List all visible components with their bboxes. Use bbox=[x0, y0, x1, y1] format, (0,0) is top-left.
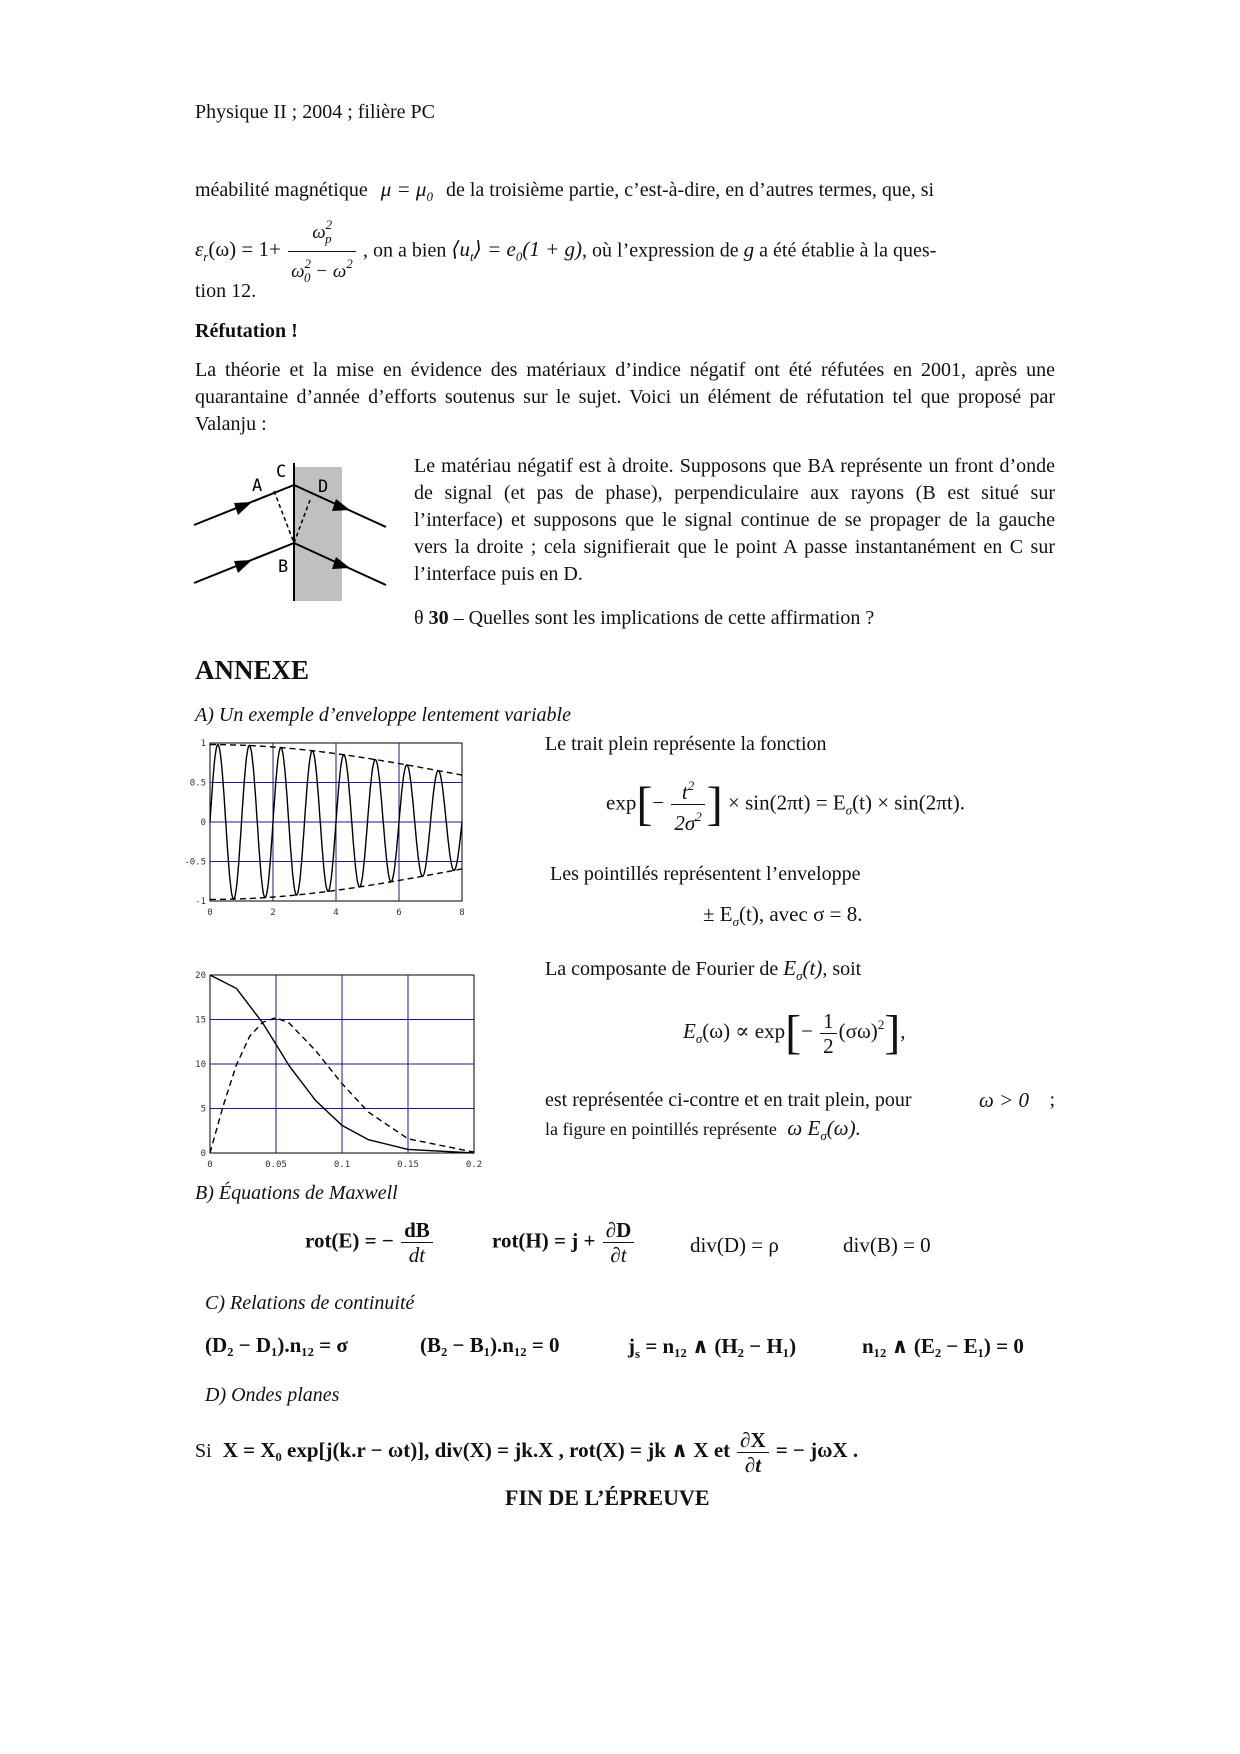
y-tick-label: 1 bbox=[200, 739, 206, 749]
x-tick-label: 0.1 bbox=[333, 1160, 351, 1170]
epsilon-fraction: $\frac{\omega^2_p}{\omega^2_0 - \omega^2}$ bbox=[288, 213, 356, 290]
x-tick-label: 0 bbox=[207, 908, 213, 918]
label-D: D bbox=[318, 477, 329, 497]
wavefront-BA bbox=[274, 491, 294, 543]
annexe-a-title: A) Un exemple d’enveloppe lentement variable bbox=[195, 704, 571, 726]
fourier-chart bbox=[190, 965, 530, 1175]
annexe-d-title: D) Ondes planes bbox=[205, 1384, 340, 1406]
refraction-figure bbox=[190, 455, 405, 605]
refutation-title: Réfutation ! bbox=[195, 320, 298, 342]
annexe-a-text2: Les pointillés représentent l’enveloppe bbox=[550, 863, 861, 885]
running-header: Physique II ; 2004 ; filière PC bbox=[195, 101, 435, 123]
x-tick-label: 0.2 bbox=[465, 1160, 483, 1170]
x-tick-label: 0 bbox=[207, 1160, 213, 1170]
x-tick-label: 0.15 bbox=[397, 1160, 419, 1170]
end-of-exam: FIN DE L’ÉPREUVE bbox=[505, 1485, 710, 1510]
intro-text: méabilité magnétique bbox=[195, 179, 368, 201]
x-tick-label: 8 bbox=[459, 908, 465, 918]
y-tick-label: 15 bbox=[195, 1015, 206, 1026]
y-tick-label: 0 bbox=[200, 818, 206, 828]
function-equation: exp[− $\frac{t^2}{2\sigma^2}$ ] × $\sin(2\pi t) = E_\sigma(t) \times \sin(2\pi t)$. bbox=[606, 774, 965, 835]
continuity-B: (B₂ − B₁).n₁₂ = 0 bbox=[420, 1333, 560, 1357]
maxwell-divB: div(B) = 0 bbox=[843, 1233, 931, 1257]
maxwell-rotE: rot(E) = − $\frac{dB}{dt}$ bbox=[305, 1218, 435, 1267]
y-tick-label: -1 bbox=[195, 897, 206, 907]
annexe-title: ANNEXE bbox=[195, 655, 310, 685]
annexe-a-text4: est représentée ci-contre et en trait plein, pour ω > 0 ; bbox=[545, 1088, 1055, 1112]
label-A: A bbox=[252, 476, 263, 496]
question-30: θ 30 – Quelles sont les implications de cette affirmation ? bbox=[414, 607, 875, 629]
refutation-paragraph: La théorie et la mise en évidence des matériaux d’indice négatif ont été réfutées en 2001, après une quarantaine d’année d’efforts soutenus sur le sujet. Voici un élément de réfutation tel que proposé par Valanju : bbox=[195, 359, 1055, 435]
continuity-D: (D₂ − D₁).n₁₂ = σ bbox=[205, 1333, 348, 1357]
annexe-a-text5: la figure en pointillés représente ω $E_\sigma(\omega)$. bbox=[545, 1116, 861, 1143]
y-tick-label: 20 bbox=[195, 971, 206, 981]
envelope-expression: ± $E_\sigma(t)$, avec σ = 8. bbox=[703, 902, 863, 929]
maxwell-divD: div(D) = ρ bbox=[690, 1233, 779, 1257]
arrow-icon bbox=[234, 560, 252, 573]
epsilon-formula: $\varepsilon_r(\omega) = 1+$ $\frac{\omega^2_p}{\omega^2_0 - \omega^2}$ bbox=[195, 237, 363, 261]
x-tick-label: 6 bbox=[396, 908, 402, 918]
arrow-icon bbox=[234, 502, 252, 515]
x-tick-label: 0.05 bbox=[265, 1160, 287, 1170]
annexe-a-text1: Le trait plein représente la fonction bbox=[545, 733, 827, 755]
y-tick-label: 5 bbox=[200, 1104, 206, 1115]
maxwell-rotH: rot(H) = j + $\frac{\partial D}{\partial t}$ bbox=[492, 1218, 636, 1267]
y-tick-label: -0.5 bbox=[184, 857, 206, 868]
y-tick-label: 10 bbox=[195, 1060, 206, 1070]
fourier-equation: $E_\sigma(\omega) \propto \exp[-$ $\frac{1}{2}$ $(\sigma\omega)^2$], bbox=[683, 1006, 906, 1059]
x-tick-label: 4 bbox=[333, 908, 339, 918]
y-tick-label: 0 bbox=[200, 1149, 206, 1159]
label-B: B bbox=[278, 557, 289, 577]
annexe-a-text3: La composante de Fourier de $E_\sigma(t)$, soit bbox=[545, 956, 862, 983]
label-C: C bbox=[276, 462, 287, 482]
continuity-H: $j_s = n_{12}$ ∧ (H₂ − H₁) bbox=[628, 1334, 797, 1361]
x-tick-label: 2 bbox=[270, 908, 276, 918]
intro-text: de la troisième partie, c’est-à-dire, en d’autres termes, que, si bbox=[445, 179, 935, 201]
y-tick-label: 0.5 bbox=[189, 778, 206, 789]
mu-equation: $\mu = \mu_0$ bbox=[380, 177, 433, 204]
intro-line-1 bbox=[195, 176, 1055, 210]
intro-line-2: $\varepsilon_r(\omega) = 1+$ $\frac{\omega^2_p}{\omega^2_0 - \omega^2}$ , on a bien $⟨u_t⟩ = e_0(1 + g)$, où l’expression de g a été établie à la ques- bbox=[195, 213, 1055, 290]
refutation-side-text: Le matériau négatif est à droite. Supposons que BA représente un front d’onde de signal (et pas de phase), perpendiculaire aux rayons (B est situé sur l’interface) et supposons que le signal continue de se propager de la gauche vers la droite ; cela signifierait que le point A passe instantanément en C sur l’interface puis en D. bbox=[414, 455, 1055, 585]
annexe-c-title: C) Relations de continuité bbox=[205, 1292, 415, 1314]
annexe-b-title: B) Équations de Maxwell bbox=[195, 1182, 398, 1204]
intro-line-3: tion 12. bbox=[195, 280, 257, 302]
planewave-line: Si X = X₀ exp[j(k.r − ωt)], div(X) = jk.X , rot(X) = jk ∧ X et $\frac{\partial X}{\partial t}$ = − jωX . bbox=[195, 1428, 859, 1477]
envelope-chart bbox=[184, 735, 530, 940]
average-energy: $⟨u_t⟩ = e_0(1 + g)$ bbox=[451, 237, 583, 265]
continuity-E: n₁₂ ∧ (E₂ − E₁) = 0 bbox=[862, 1334, 1024, 1358]
